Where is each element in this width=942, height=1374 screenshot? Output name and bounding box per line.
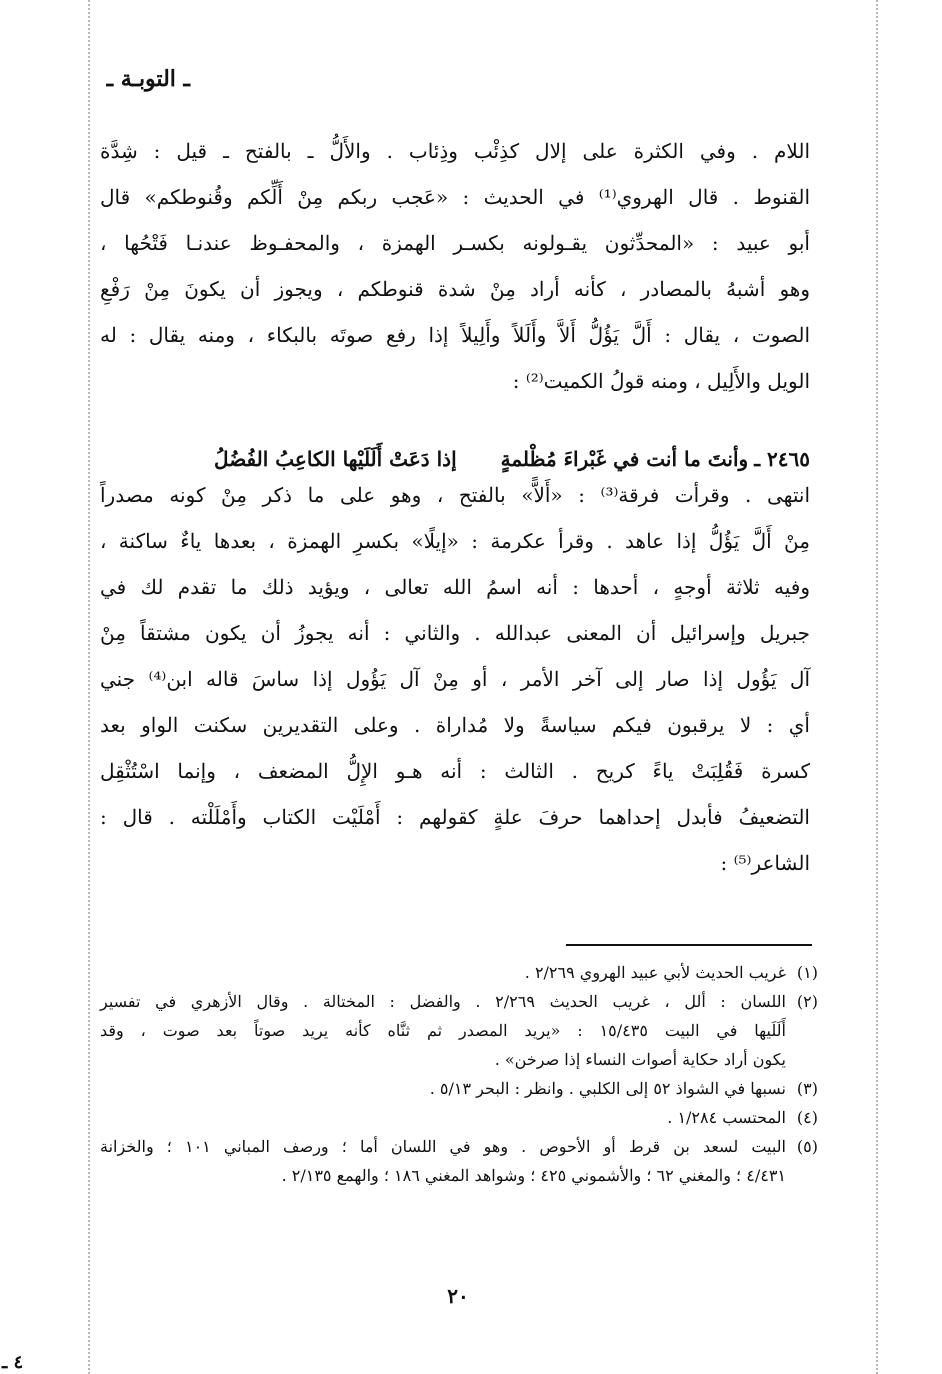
running-header: ـ التوبـة ـ: [106, 66, 190, 92]
body-paragraph-1: [100, 128, 810, 404]
text-line: القنوط . قال الهروي⁽¹⁾ في الحديث : «عَجب ربكم مِنْ أَلِّكم وقُنوطكم» قال: [100, 185, 811, 209]
text-line: الويل والأَلِيل ، ومنه قولُ الكميت⁽²⁾ :: [512, 369, 810, 393]
footnote-number: (٤): [796, 1108, 818, 1127]
body-paragraph-2: [100, 472, 810, 886]
text-line: انتهى . وقرأت فرقة⁽³⁾ : «أَلاًّ» بالفتح ، وهو على ما ذكر مِنْ كونه مصدراً: [100, 483, 811, 507]
footnote-text: البيت لسعد بن قرط أو الأحوص . وهو في اللسان أما ؛ ورصف المباني ١٠١ ؛ والخزانة: [100, 1137, 786, 1156]
footnote-5-continued: ٤/٤٣١ ؛ والمغني ٦٢ ؛ والأشموني ٤٢٥ ؛ وشواهد المغني ١٨٦ ؛ والهمع ٢/١٣٥ .: [281, 1166, 786, 1185]
text-line: مِنْ أَلَّ يَؤُلُّ إذا عاهد . وقرأ عكرمة : «إيلًا» بكسرِ الهمزة ، بعدها ياءٌ ساكنة ،: [100, 529, 810, 553]
page-number: ٢٠: [447, 1284, 469, 1308]
footnote-text: نسبها في الشواذ ٥٢ إلى الكلبي . وانظر : البحر ٥/١٣ .: [429, 1079, 786, 1098]
footnote-5: [100, 1132, 818, 1161]
text-line: آل يَؤُول إذا صار إلى آخر الأمر ، أو مِنْ آل يَؤُول إذا ساسَ قاله ابن⁽⁴⁾ جني: [100, 667, 810, 691]
footnote-2: [100, 987, 818, 1016]
footnote-text: المحتسب ١/٢٨٤ .: [667, 1108, 786, 1127]
footnote-2-continued: أَلَلَيها في البيت ١٥/٤٣٥ : «يريد المصدر ثم ثنَّاه كأنه يريد صوتاً بعد صوت ، وقد: [100, 1021, 787, 1040]
footnote-3: [100, 1074, 818, 1103]
footnote-number: (٥): [796, 1137, 818, 1156]
text-line: أبو عبيد : «المحدِّثون يقـولونه بكسـر الهمزة ، والمحفـوظ عندنـا فَتْحُها ،: [100, 231, 810, 255]
footnote-text: اللسان : ألل ، غريب الحديث ٢/٢٦٩ . والفضل : المختالة . وقال الأزهري في تفسير: [100, 992, 787, 1011]
left-margin-guide: [88, 0, 90, 1374]
text-line: جبريل وإسرائيل أن المعنى عبدالله . والثاني : أنه يجوزُ أن يكون مشتقاً مِنْ: [100, 621, 810, 645]
footnote-number: (٣): [796, 1079, 818, 1098]
footnote-separator: [566, 944, 812, 946]
verse-number: ٢٤٦٥ ـ: [754, 447, 810, 471]
footnote-text: غريب الحديث لأبي عبيد الهروي ٢/٢٦٩ .: [524, 963, 786, 982]
corner-mark: ٤ ـ: [2, 1352, 24, 1373]
text-line: وهو أشبهُ بالمصادر ، كأنه أراد مِنْ شدة قنوطكم ، ويجوز أن يكونَ مِنْ رَفْعِ: [100, 277, 810, 301]
text-line: وفيه ثلاثة أوجهٍ ، أحدها : أنه اسمُ الله تعالى ، ويؤيد ذلك ما تقدم لك في: [100, 575, 810, 599]
verse-second-hemistich: إذا دَعَتْ أَلَلَيْها الكاعِبُ الفُضُلُ: [214, 447, 457, 471]
footnote-4: [100, 1103, 818, 1132]
footnote-1: [100, 958, 818, 987]
footnote-number: (١): [796, 963, 818, 982]
text-line: الشاعر⁽⁵⁾ :: [720, 851, 810, 875]
text-line: كسرة فَقُلِبَتْ ياءً كريح . الثالث : أنه هـو الإِلُّ المضعف ، وإنما اسْتُثْقِل: [100, 759, 810, 783]
right-margin-guide: [876, 0, 878, 1374]
text-line: أي : لا يرقبون فيكم سياسةً ولا مُداراة . وعلى التقديرين سكنت الواو بعد: [100, 713, 810, 737]
text-line: التضعيفُ فأبدل إحداهما حرفَ علةٍ كقولهم : أَمْلَيْت الكتاب وأَمْلَلْته . قال :: [100, 805, 810, 829]
verse-first-hemistich: وأنتَ ما أنت في غَبْراءَ مُظْلمةٍ: [500, 447, 749, 471]
text-line: الصوت ، يقال : أَلَّ يَؤُلُّ أَلاَّ وأَلَلاً وأَلِيلاً إذا رفع صوتَه بالبكاء ، ومنه يقال : له: [100, 323, 810, 347]
footnotes: [100, 958, 818, 1190]
text-line: اللام . وفي الكثرة على إلال كذِئْب وذِئاب . والأَلُّ ـ بالفتح ـ قيل : شِدَّة: [100, 139, 810, 163]
footnote-number: (٢): [796, 992, 819, 1011]
footnote-2-continued: يكون أراد حكاية أصوات النساء إذا صرخن» .: [494, 1050, 786, 1069]
